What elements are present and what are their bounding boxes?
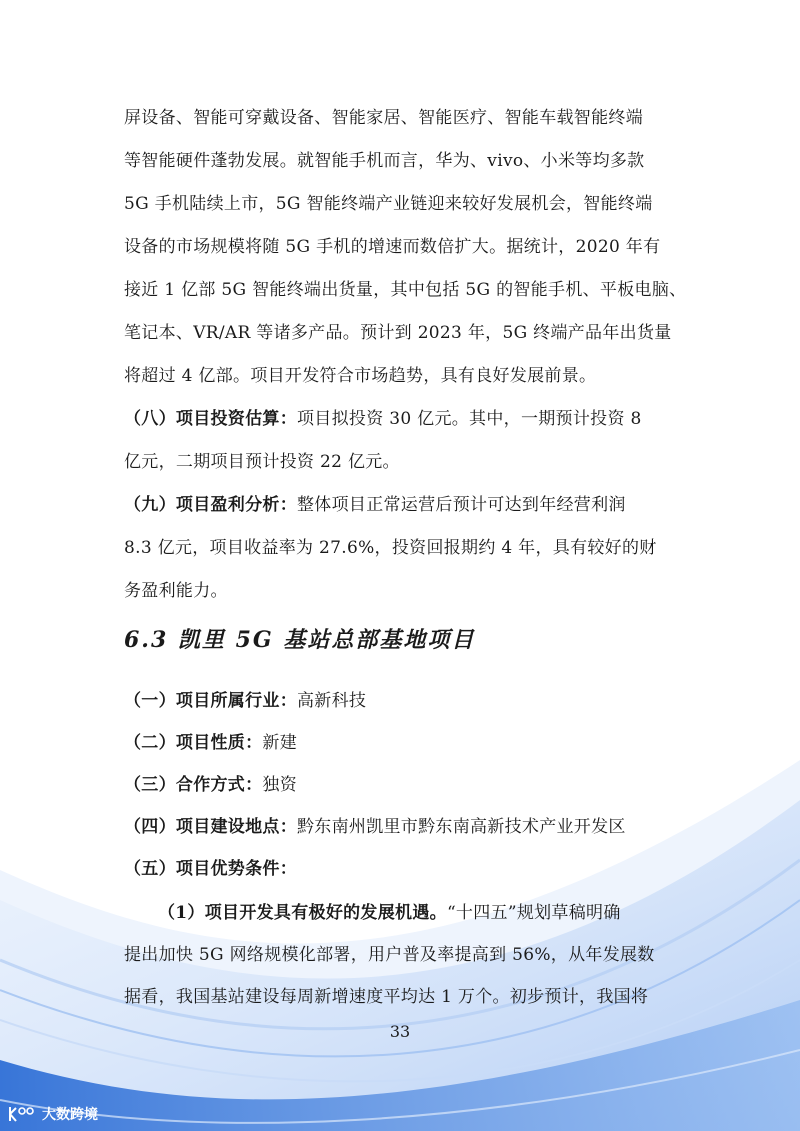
item-continuation <box>124 537 684 559</box>
item-text: 高新科技 <box>297 691 367 711</box>
item-text: 黔东南州凯里市黔东南高新技术产业开发区 <box>297 817 626 837</box>
body-line: 将超过 4 亿部。项目开发符合市场趋势，具有良好发展前景。 <box>124 366 597 386</box>
kdd-logo-icon <box>8 1105 38 1123</box>
advantage-line <box>158 902 684 924</box>
body-line: 接近 1 亿部 5G 智能终端出货量，其中包括 5G 的智能手机、平板电脑、 <box>124 280 687 300</box>
footer-logo <box>8 1104 98 1124</box>
item-label: （四）项目建设地点： <box>124 817 297 837</box>
item-continuation <box>124 451 684 473</box>
item-label: （一）项目所属行业： <box>124 691 297 711</box>
item-label: （九）项目盈利分析： <box>124 495 297 515</box>
item-location <box>124 816 684 838</box>
body-line: 笔记本、VR/AR 等诸多产品。预计到 2023 年，5G 终端产品年出货量 <box>124 323 672 343</box>
advantage-text: 据看，我国基站建设每周新增速度平均达 1 万个。初步预计，我国将 <box>124 987 649 1007</box>
item-investment-estimate <box>124 408 684 430</box>
item-industry <box>124 690 684 712</box>
section-heading: 6.3 凯里 5G 基站总部基地项目 <box>124 627 476 653</box>
item-profit-analysis <box>124 494 684 516</box>
item-nature <box>124 732 684 754</box>
item-advantages <box>124 858 684 880</box>
advantage-text: 提出加快 5G 网络规模化部署，用户普及率提高到 56%，从年发展数 <box>124 945 655 965</box>
item-cooperation-mode <box>124 774 684 796</box>
advantage-text: “十四五”规划草稿明确 <box>446 903 621 923</box>
item-text: 独资 <box>262 775 298 795</box>
item-label: （八）项目投资估算： <box>124 409 297 429</box>
page-number: 33 <box>389 1022 411 1041</box>
body-line: 屏设备、智能可穿戴设备、智能家居、智能医疗、智能车载智能终端 <box>124 108 643 128</box>
item-label: （三）合作方式： <box>124 775 263 795</box>
body-line: 5G 手机陆续上市，5G 智能终端产业链迎来较好发展机会，智能终端 <box>124 194 653 214</box>
item-label: （二）项目性质： <box>124 733 263 753</box>
advantage-line <box>124 944 684 966</box>
item-label: （五）项目优势条件： <box>124 859 297 879</box>
advantage-line <box>124 986 684 1008</box>
item-text: 8.3 亿元，项目收益率为 27.6%，投资回报期约 4 年，具有较好的财 <box>124 538 657 558</box>
item-text: 整体项目正常运营后预计可达到年经营利润 <box>297 495 626 515</box>
item-text: 项目拟投资 30 亿元。其中，一期预计投资 8 <box>297 409 642 429</box>
advantage-label: （1）项目开发具有极好的发展机遇。 <box>158 903 447 923</box>
body-line: 设备的市场规模将随 5G 手机的增速而数倍扩大。据统计，2020 年有 <box>124 237 661 257</box>
item-text: 务盈利能力。 <box>124 581 228 601</box>
footer-logo-text: 大数跨境 <box>42 1107 98 1123</box>
item-text: 新建 <box>262 733 298 753</box>
body-line: 等智能硬件蓬勃发展。就智能手机而言，华为、vivo、小米等均多款 <box>124 151 645 171</box>
item-continuation <box>124 580 684 602</box>
item-text: 亿元，二期项目预计投资 22 亿元。 <box>124 452 400 472</box>
